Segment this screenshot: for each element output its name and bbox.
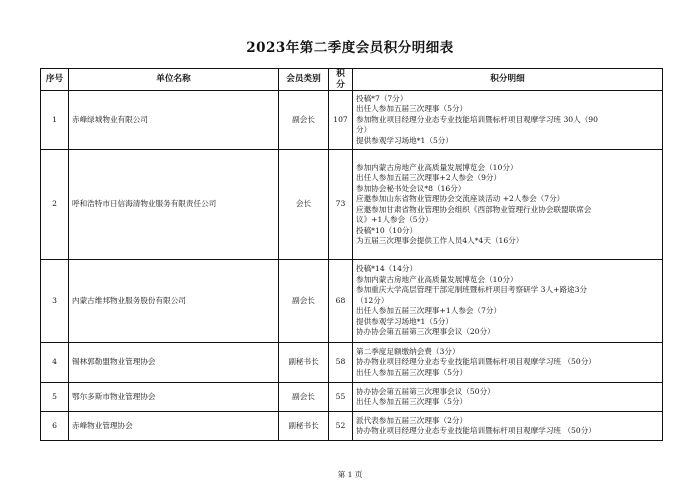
- detail-line: 参加内蒙古房地产业高质量发展博览会（10分）: [356, 274, 518, 284]
- cell-serial-no: 3: [41, 260, 69, 343]
- detail-line: 参加物业项目经理分业态专业技能培训暨标杆项目观摩学习班 30人（90: [356, 114, 598, 124]
- cell-member-category: 副秘书长: [279, 343, 329, 383]
- table-row: [41, 343, 663, 383]
- cell-unit-name: 锡林郭勒盟物业管理协会: [69, 343, 279, 383]
- detail-line: （12分）: [356, 295, 389, 305]
- detail-line: 投稿*10（10分）: [356, 225, 418, 235]
- detail-line: 投稿*7（7分）: [356, 93, 408, 103]
- header-unit-name: 单位名称: [69, 69, 279, 91]
- header-points: 积分: [329, 69, 353, 91]
- document-title: 2023年第二季度会员积分明细表: [246, 40, 454, 56]
- detail-line: 议》+1人参会（5分）: [356, 215, 433, 224]
- cell-serial-no: 2: [41, 150, 69, 260]
- cell-points: 68: [329, 260, 353, 343]
- cell-points-details: [353, 150, 663, 260]
- detail-line: 第二季度足额缴纳会费（3分）: [356, 346, 460, 356]
- cell-serial-no: 6: [41, 412, 69, 441]
- cell-points-details: [353, 383, 663, 412]
- cell-points: 73: [329, 150, 353, 260]
- cell-unit-name: 内蒙古维邦物业服务股份有限公司: [69, 260, 279, 343]
- cell-member-category: 会长: [279, 150, 329, 260]
- detail-line: 协办协会第五届第三次理事会议（50分）: [356, 386, 495, 396]
- header-serial-no: 序号: [41, 69, 69, 91]
- points-table: [40, 68, 663, 441]
- detail-line: 分）: [356, 125, 372, 135]
- detail-line: 参加内蒙古房地产业高质量发展博览会（10分）: [356, 162, 518, 172]
- cell-points: 52: [329, 412, 353, 441]
- detail-line: 提供参观学习场地*1（5分）: [356, 135, 453, 145]
- detail-line: 出任人参加五届三次理事（5分）: [356, 104, 468, 114]
- detail-line: 应邀参加山东省物业管理协会交流座谈活动 +2人参会（7分）: [356, 194, 565, 203]
- cell-serial-no: 4: [41, 343, 69, 383]
- detail-line: 投稿*14（14分）: [356, 264, 418, 274]
- detail-line: 为五届三次理事会提供工作人员4人*4天（16分）: [356, 236, 524, 245]
- cell-member-category: 副会长: [279, 383, 329, 412]
- detail-line: 出任人参加五届三次理事+1人参会（7分）: [356, 306, 502, 316]
- cell-unit-name: 鄂尔多斯市物业管理协会: [69, 383, 279, 412]
- table-row: [41, 91, 663, 150]
- cell-points: 58: [329, 343, 353, 383]
- cell-points-details: [353, 91, 663, 150]
- cell-unit-name: 赤峰绿城物业有限公司: [69, 91, 279, 150]
- cell-points-details: [353, 260, 663, 343]
- cell-serial-no: 1: [41, 91, 69, 150]
- detail-line: 出任人参加五届三次理事+2人参会（9分）: [356, 173, 502, 182]
- detail-line: 出任人参加五届三次理事（5分）: [356, 397, 468, 406]
- cell-member-category: 副会长: [279, 91, 329, 150]
- detail-line: 出任人参加五届三次理事（5分）: [356, 367, 468, 377]
- cell-points-details: [353, 343, 663, 383]
- cell-member-category: 副秘书长: [279, 412, 329, 441]
- detail-line: 提供参观学习场地*1（5分）: [356, 316, 453, 326]
- table-row: [41, 412, 663, 441]
- cell-member-category: 副会长: [279, 260, 329, 343]
- detail-line: 参加重庆大学高层管理干部定制班暨标杆项目考察研学 3人+路途3分: [356, 285, 588, 295]
- cell-serial-no: 5: [41, 383, 69, 412]
- table-header-row: [41, 69, 663, 91]
- cell-points: 55: [329, 383, 353, 412]
- cell-unit-name: 呼和浩特市日信海清物业服务有限责任公司: [69, 150, 279, 260]
- detail-line: 协办协会第五届第三次理事会议（20分）: [356, 327, 495, 337]
- cell-unit-name: 赤峰物业管理协会: [69, 412, 279, 441]
- table-row: [41, 383, 663, 412]
- detail-line: 协办物业项目经理分业态专业技能培训暨标杆项目观摩学习班 （50分）: [356, 357, 596, 367]
- detail-line: 参加协会秘书处会议*8（16分）: [356, 183, 466, 193]
- table-row: [41, 150, 663, 260]
- header-points-details: 积分明细: [353, 69, 663, 91]
- header-member-category: 会员类别: [279, 69, 329, 91]
- cell-points-details: [353, 412, 663, 441]
- page-number: 第 1 页: [337, 470, 363, 479]
- cell-points: 107: [329, 91, 353, 150]
- detail-line: 应邀参加甘肃省物业管理协会组织《西部物业管理行业协会联盟联席会: [356, 204, 592, 214]
- detail-line: 派代表参加五届三次理事（2分）: [356, 415, 468, 425]
- detail-line: 协办物业项目经理分业态专业技能培训暨标杆项目观摩学习班 （50分）: [356, 426, 596, 435]
- table-row: [41, 260, 663, 343]
